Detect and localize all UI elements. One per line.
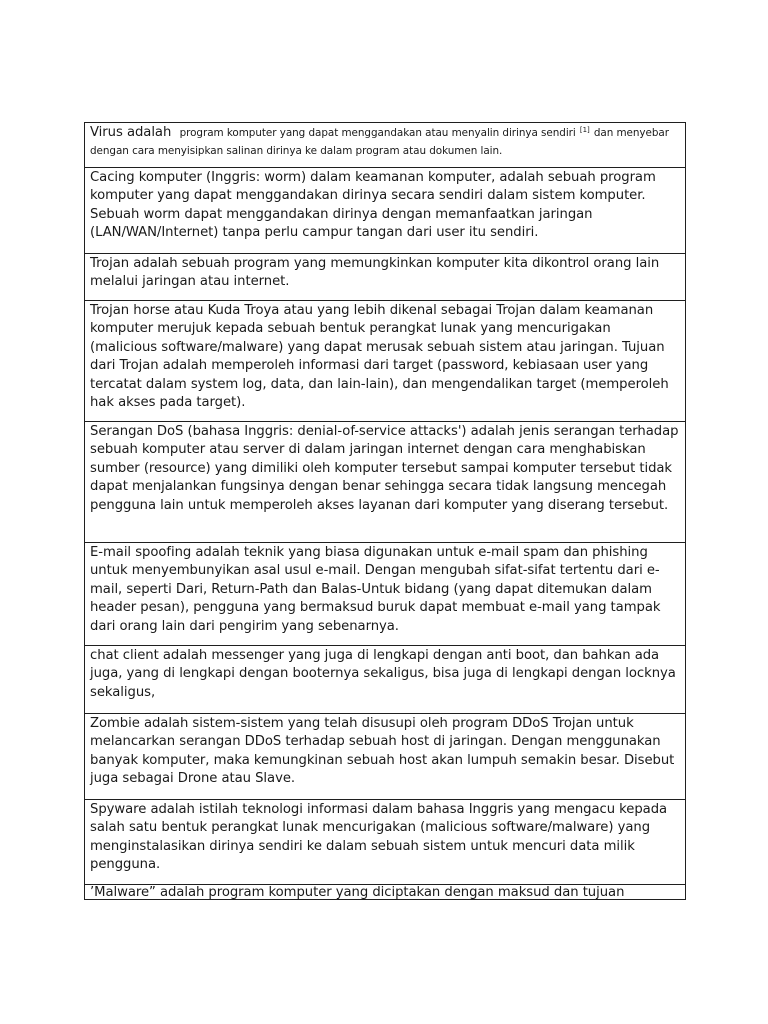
definitions-table [84, 122, 686, 900]
table-row [84, 799, 686, 884]
table-row [84, 713, 686, 799]
row-text [90, 124, 680, 161]
table-row [84, 300, 686, 421]
table-row [84, 122, 686, 167]
row-text: ’Malware” adalah program komputer yang diciptakan dengan maksud dan tujuan [90, 885, 625, 900]
row-text: Trojan horse atau Kuda Troya atau yang lebih dikenal sebagai Trojan dalam keamanan komputer merujuk kepada sebuah bentuk perangkat lunak yang mencurigakan (malicious software/malware) yang dapat merusak sebuah sistem atau jaringan. Tujuan dari Trojan adalah memperoleh informasi dari target (password, kebiasaan user yang tercatat dalam system log, data, dan lain-lain), dan mengendalikan target (memperoleh hak akses pada target). [90, 303, 669, 411]
table-row [84, 421, 686, 542]
table-row [84, 884, 686, 900]
row-text: Zombie adalah sistem-sistem yang telah disusupi oleh program DDoS Trojan untuk melancarkan serangan DDoS terhadap sebuah host di jaringan. Dengan menggunakan banyak komputer, maka kemungkinan sebuah host akan lumpuh semakin besar. Disebut juga sebagai Drone atau Slave. [90, 716, 675, 787]
table-row [84, 542, 686, 645]
table-row [84, 253, 686, 300]
table-row [84, 167, 686, 253]
row-text: E-mail spoofing adalah teknik yang biasa digunakan untuk e-mail spam dan phishing untuk menyembunyikan asal usul e-mail. Dengan mengubah sifat-sifat tertentu dari e-mail, seperti Dari, Return-Path dan Balas-Untuk bidang (yang dapat ditemukan dalam header pesan), pengguna yang bermaksud buruk dapat membuat e-mail yang tampak dari orang lain dari pengirim yang sebenarnya. [90, 545, 661, 634]
table-row [84, 645, 686, 713]
row-text: Spyware adalah istilah teknologi informasi dalam bahasa Inggris yang mengacu kepada salah satu bentuk perangkat lunak mencurigakan (malicious software/malware) yang menginstalasikan dirinya sendiri ke dalam sebuah sistem untuk mencuri data milik pengguna. [90, 802, 668, 873]
row-text: Trojan adalah sebuah program yang memungkinkan komputer kita dikontrol orang lain melalui jaringan atau internet. [90, 256, 660, 290]
row-text: chat client adalah messenger yang juga di lengkapi dengan anti boot, dan bahkan ada juga, yang di lengkapi dengan booternya sekaligus, bisa juga di lengkapi dengan locknya sekaligus, [90, 648, 676, 700]
row-body: program komputer yang dapat menggandakan atau menyalin dirinya sendiri [179, 127, 576, 139]
row-tail: dan menyebar dengan cara menyisipkan salinan dirinya ke dalam program atau dokumen lain. [90, 127, 669, 158]
row-text: Cacing komputer (Inggris: worm) dalam keamanan komputer, adalah sebuah program komputer yang dapat menggandakan dirinya secara sendiri dalam sistem komputer. Sebuah worm dapat menggandakan dirinya dengan memanfaatkan jaringan (LAN/WAN/Internet) tanpa perlu campur tangan dari user itu sendiri. [90, 170, 656, 241]
row-lead: Virus adalah [90, 125, 172, 140]
footnote-ref[interactable]: [1] [579, 126, 590, 134]
row-text: Serangan DoS (bahasa Inggris: denial-of-service attacks') adalah jenis serangan terhadap sebuah komputer atau server di dalam jaringan internet dengan cara menghabiskan sumber (resource) yang dimiliki oleh komputer tersebut sampai komputer tersebut tidak dapat menjalankan fungsinya dengan benar sehingga secara tidak langsung mencegah pengguna lain untuk memperoleh akses layanan dari komputer yang diserang tersebut. [90, 424, 679, 513]
